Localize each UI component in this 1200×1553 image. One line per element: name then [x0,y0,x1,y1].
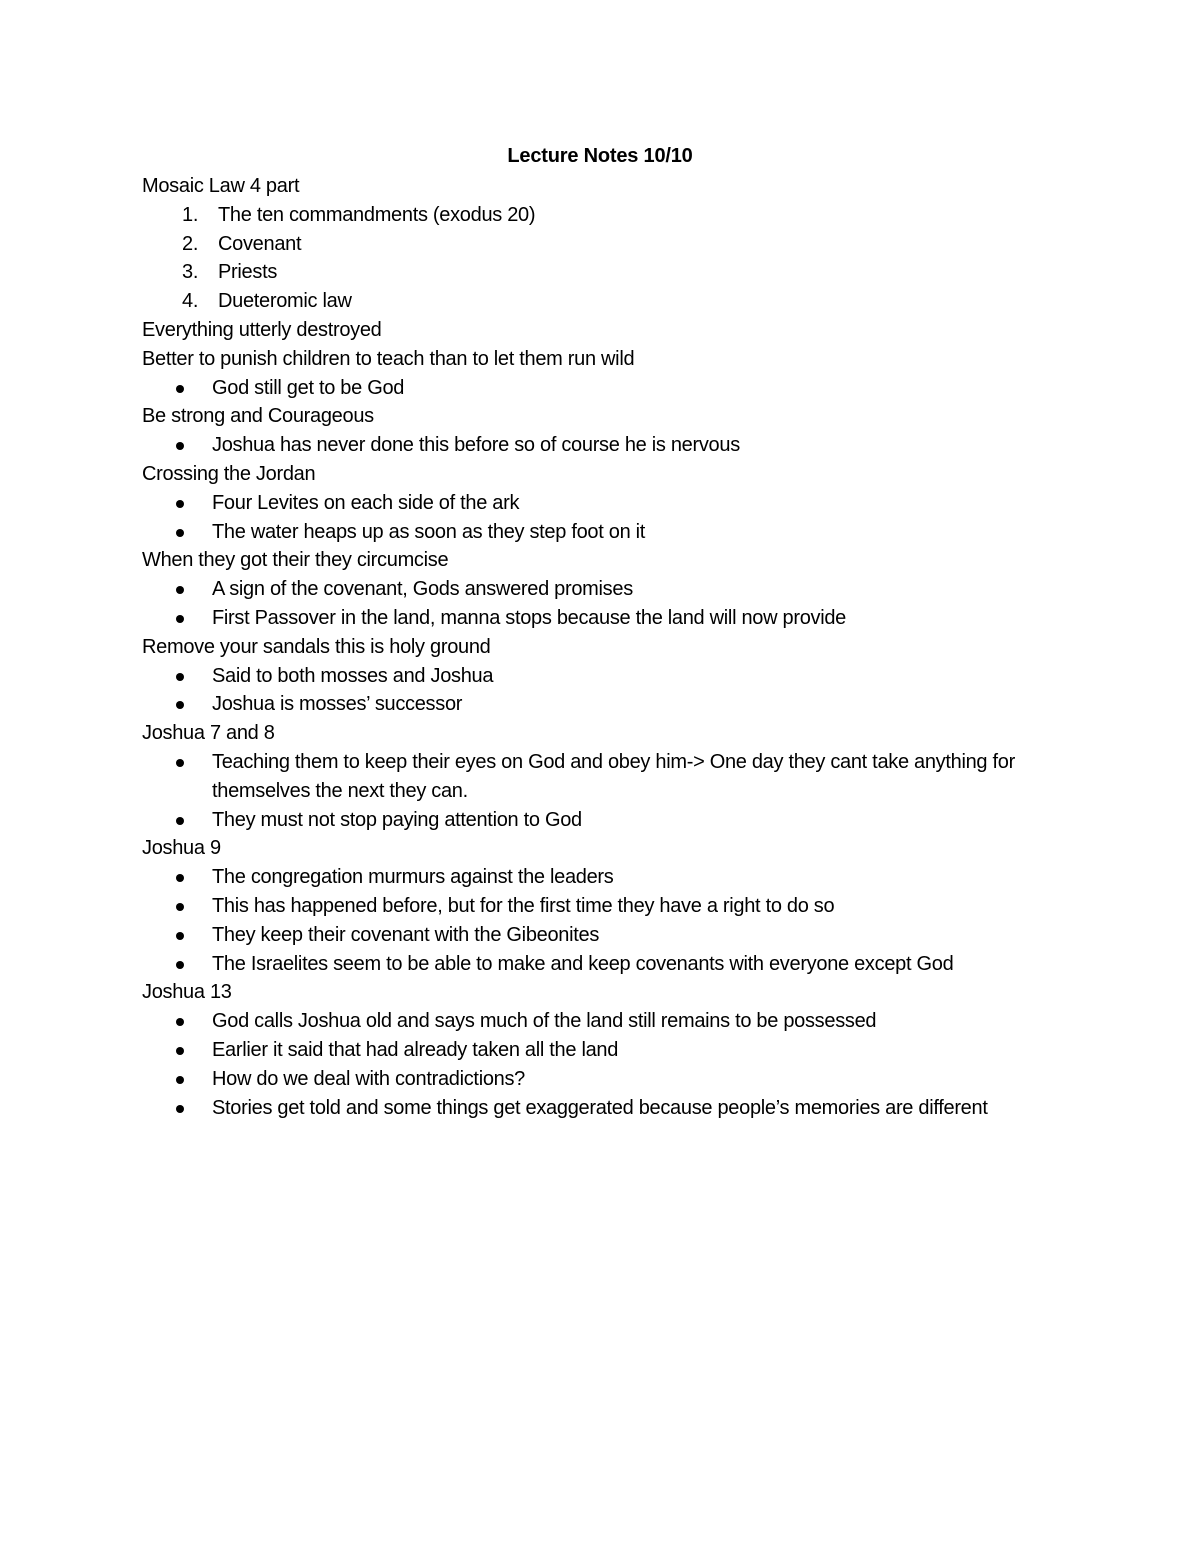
bullet-list [142,662,1042,720]
bullet-item [142,604,1042,633]
bullet-text: God calls Joshua old and says much of the land still remains to be possessed [212,1010,877,1033]
item-number: 1. [182,203,199,226]
bullet-item [142,748,1042,806]
bullet-item [142,1007,1042,1036]
item-number: 3. [182,261,199,284]
bullet-text: They keep their covenant with the Gibeonites [212,923,600,946]
numbered-list [142,201,1042,316]
bullet-item [142,690,1042,719]
bullet-text: Joshua is mosses’ successor [212,693,463,716]
item-text: The ten commandments (exodus 20) [218,203,536,226]
bullet-text: Teaching them to keep their eyes on God and obey him-> One day they cant take anything for themselves the next they can. [212,750,1015,802]
bullet-item [142,431,1042,460]
bullet-icon [176,673,184,681]
bullet-icon [176,529,184,537]
bullet-item [142,1065,1042,1094]
section-heading: Joshua 9 [142,837,221,860]
section-heading: Joshua 13 [142,981,232,1004]
bullet-item [142,921,1042,950]
bullet-text: Joshua has never done this before so of course he is nervous [212,434,740,457]
item-text: Dueteromic law [218,290,352,313]
bullet-text: A sign of the covenant, Gods answered promises [212,578,633,601]
bullet-icon [176,442,184,450]
bullet-icon [176,701,184,709]
document-body [142,172,1042,1122]
bullet-text: Earlier it said that had already taken all the land [212,1038,619,1061]
section-heading: Joshua 7 and 8 [142,722,275,745]
bullet-item [142,1094,1042,1123]
bullet-text: Said to both mosses and Joshua [212,664,494,687]
bullet-item [142,950,1042,979]
bullet-icon [176,615,184,623]
bullet-list [142,489,1042,547]
item-text: Priests [218,261,278,284]
bullet-icon [176,817,184,825]
bullet-list [142,863,1042,978]
numbered-item [142,287,1042,316]
bullet-list [142,374,1042,403]
bullet-text: First Passover in the land, manna stops because the land will now provide [212,606,847,629]
bullet-item [142,374,1042,403]
bullet-text: Stories get told and some things get exaggerated because people’s memories are different [212,1096,988,1119]
section-heading: Mosaic Law 4 part [142,175,300,197]
bullet-text: The Israelites seem to be able to make and keep covenants with everyone except God [212,952,954,975]
section-heading: Crossing the Jordan [142,462,316,485]
section-heading: Be strong and Courageous [142,405,374,428]
bullet-icon [176,1076,184,1084]
bullet-item [142,863,1042,892]
bullet-text: How do we deal with contradictions? [212,1067,526,1090]
section-heading: Remove your sandals this is holy ground [142,635,491,658]
bullet-item [142,892,1042,921]
item-text: Covenant [218,232,302,255]
document-title: Lecture Notes 10/10 [507,145,693,167]
section-heading: Everything utterly destroyed [142,318,382,341]
bullet-icon [176,1018,184,1026]
bullet-item [142,518,1042,547]
bullet-item [142,1036,1042,1065]
bullet-text: This has happened before, but for the first time they have a right to do so [212,894,835,917]
bullet-list [142,575,1042,633]
bullet-icon [176,586,184,594]
bullet-icon [176,1047,184,1055]
bullet-icon [176,1105,184,1113]
bullet-item [142,662,1042,691]
bullet-text: The congregation murmurs against the leaders [212,866,614,889]
bullet-item [142,806,1042,835]
bullet-icon [176,500,184,508]
numbered-item [142,230,1042,259]
section-heading: Better to punish children to teach than to let them run wild [142,347,635,370]
bullet-icon [176,932,184,940]
bullet-text: The water heaps up as soon as they step foot on it [212,520,646,543]
numbered-item [142,201,1042,230]
item-number: 2. [182,232,199,255]
bullet-text: Four Levites on each side of the ark [212,491,520,514]
bullet-icon [176,759,184,767]
bullet-item [142,489,1042,518]
bullet-list [142,1007,1042,1122]
bullet-icon [176,874,184,882]
bullet-list [142,748,1042,834]
bullet-text: They must not stop paying attention to God [212,808,582,831]
bullet-text: God still get to be God [212,376,405,399]
item-number: 4. [182,290,199,313]
numbered-item [142,258,1042,287]
bullet-icon [176,961,184,969]
bullet-list [142,431,1042,460]
section-heading: When they got their they circumcise [142,549,449,572]
bullet-icon [176,903,184,911]
bullet-icon [176,385,184,393]
bullet-item [142,575,1042,604]
